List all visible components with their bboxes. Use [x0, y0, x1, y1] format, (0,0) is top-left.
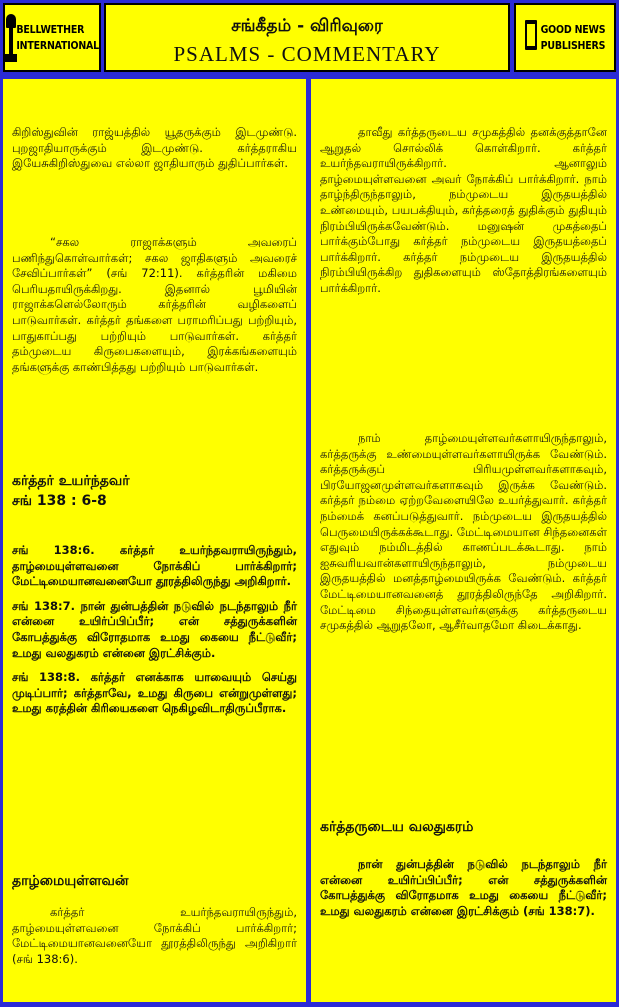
- verses-block: [12, 543, 297, 717]
- book-icon: [525, 14, 537, 62]
- right-heading-block: [320, 817, 607, 837]
- scripture-reference: சங் 138 : 6-8: [12, 493, 107, 509]
- verse-138-8: சங் 138:8. கர்த்தர் எனக்காக யாவையும் செய்து முடிப்பார்; கர்த்தாவே, உமது கிருபை என்றுமுள்ளது; உமது கரத்தின் கிரியைகளை நெகிழவிடாதிருப்பீராக.: [12, 670, 297, 716]
- humble-paragraph-block: [12, 905, 297, 967]
- right-paragraph-3: நான் துன்பத்தின் நடுவில் நடந்தாலும் நீர் என்னை உயிர்ப்பிப்பீர்; என் சத்துருக்களின் கோபத்துக்கு விரோதமாக உமது கையை நீட்டுவீர்; உமது வலதுகரம் என்னை இரட்சிக்கும் (சங் 138:7).: [320, 857, 607, 918]
- bell-icon: [5, 14, 12, 62]
- verse-138-6: சங் 138:6. கர்த்தர் உயர்ந்தவராயிருந்தும், தாழ்மையுள்ளவனை நோக்கிப் பார்க்கிறார்; மேட்டிமையானவனையோ தூரத்திலிருந்து அறிகிறார்.: [12, 543, 297, 589]
- right-paragraph-2: நாம் தாழ்மையுள்ளவர்களாயிருந்தாலும், கர்த்தருக்கு உண்மையுள்ளவர்களாயிருக்க வேண்டும். கர்த்தருக்குப் பிரியமுள்ளவர்களாகவும், பிரயோஜனமுள்ளவர்களாகவும் இருக்க வேண்டும். கர்த்தர் நம்மை ஏற்றவேளையிலே உயர்த்துவார். கர்த்தர் நம்மைக் கனப்படுத்துவார். நம்முடைய இருதயத்தில் பெருமையிருக்கக்கூடாது. மேட்டிமையான சிந்தனைகள் எதுவும் நம்மிடத்தில் காணப்படக்கூடாது. நாம் ஐசுவரியவான்களாயிருந்தாலும், நம்முடைய இருதயத்தில் மனத்தாழ்மையிருக்க வேண்டும். கர்த்தர் மேட்டிமையானவனைத் தூரத்திலிருந்தே அறிகிறார். மேட்டிமை சிந்தையுள்ளவர்களுக்கு கர்த்தருடைய சமுகத்தில் ஆறுதலோ, ஆசீர்வாதமோ கிடைக்காது.: [320, 431, 607, 633]
- page-title-english: PSALMS - COMMENTARY: [173, 42, 441, 66]
- section-heading-humble: தாழ்மையுள்ளவன்: [12, 873, 129, 889]
- left-quote-block: [12, 235, 297, 375]
- right-paragraph-1: தாவீது கர்த்தருடைய சமுகத்தில் தனக்குத்தானே ஆறுதல் சொல்லிக் கொள்கிறார். கர்த்தர் உயர்ந்தவராயிருக்கிறார். ஆனாலும் தாழ்மையுள்ளவனை அவர் நோக்கிப் பார்க்கிறார். நாம் தாழ்ந்திருந்தாலும், நம்முடைய இருதயத்தில் உண்மையும், பயபக்தியும், கர்த்தரைத் துதிக்கும் துதியும் நிரம்பியிருக்கவேண்டும். மனுஷன் முகத்தைப் பார்க்கும்போது கர்த்தர் நம்முடைய இருதயத்தைப் பார்க்கிறார். கர்த்தர் நம்முடைய இருதயத்தில் நிரம்பியிருக்கிற துதிகளையும் ஸ்தோத்திரங்களையும் பார்க்கிறார்.: [320, 125, 607, 295]
- right-verse-block: [320, 857, 607, 919]
- bellwether-logo-text: BELLWETHER INTERNATIONAL: [16, 23, 99, 52]
- left-paragraph-3: கர்த்தர் உயர்ந்தவராயிருந்தும், தாழ்மையுள்ளவனை நோக்கிப் பார்க்கிறார்; மேட்டிமையானவனையோ தூரத்திலிருந்து அறிகிறார் (சங் 138:6).: [12, 905, 297, 966]
- bellwether-logo: [3, 3, 101, 72]
- left-paragraph-2: “சகல ராஜாக்களும் அவரைப் பணிந்துகொள்வார்கள்; சகல ஜாதிகளும் அவரைச் சேவிப்பார்கள்” (சங் 72:11). கர்த்தரின் மகிமை பெரியதாயிருக்கிறது. இதனால் பூமியின் ராஜாக்களெல்லோரும் கர்த்தரின் வழிகளைப் பாடுவார்கள். கர்த்தர் தங்களை பராமரிப்பது பற்றியும், பாதுகாப்பது பற்றியும் பாடுவார்கள். கர்த்தர் தம்முடைய கிருபைகளையும், இரக்கங்களையும் தங்களுக்கு காண்பித்தது பற்றியும் பாடுவார்கள்.: [12, 235, 297, 374]
- right-intro-block: [320, 125, 607, 297]
- section-heading-exalted: கர்த்தர் உயர்ந்தவர்: [12, 473, 130, 489]
- left-section-heading-block: [12, 471, 297, 511]
- section-heading-right-hand: கர்த்தருடைய வலதுகரம்: [320, 819, 474, 835]
- page-title-tamil: சங்கீதம் - விரிவுரை: [231, 16, 383, 36]
- good-news-logo-text: GOOD NEWS PUBLISHERS: [540, 23, 606, 52]
- good-news-publishers-logo: [514, 3, 616, 72]
- left-column: [3, 79, 306, 1002]
- left-paragraph-1: கிறிஸ்துவின் ராஜ்யத்தில் யூதருக்கும் இடமுண்டு. புறஜாதியாருக்கும் இடமுண்டு. கர்த்தராகிய இயேசுகிறிஸ்துவை எல்லா ஜாதியாரும் துதிப்பார்கள்.: [12, 125, 297, 171]
- title-banner: [104, 3, 510, 72]
- verse-138-7: சங் 138:7. நான் துன்பத்தின் நடுவில் நடந்தாலும் நீர் என்னை உயிர்ப்பிப்பீர்; என் சத்துருக்களின் கோபத்துக்கு விரோதமாக உமது கையை நீட்டுவீர்; உமது வலதுகரம் என்னை இரட்சிக்கும்.: [12, 598, 297, 660]
- right-column: [311, 79, 616, 1002]
- right-humility-block: [320, 431, 607, 634]
- left-intro-paragraph: [12, 125, 297, 172]
- humble-section: [12, 871, 297, 891]
